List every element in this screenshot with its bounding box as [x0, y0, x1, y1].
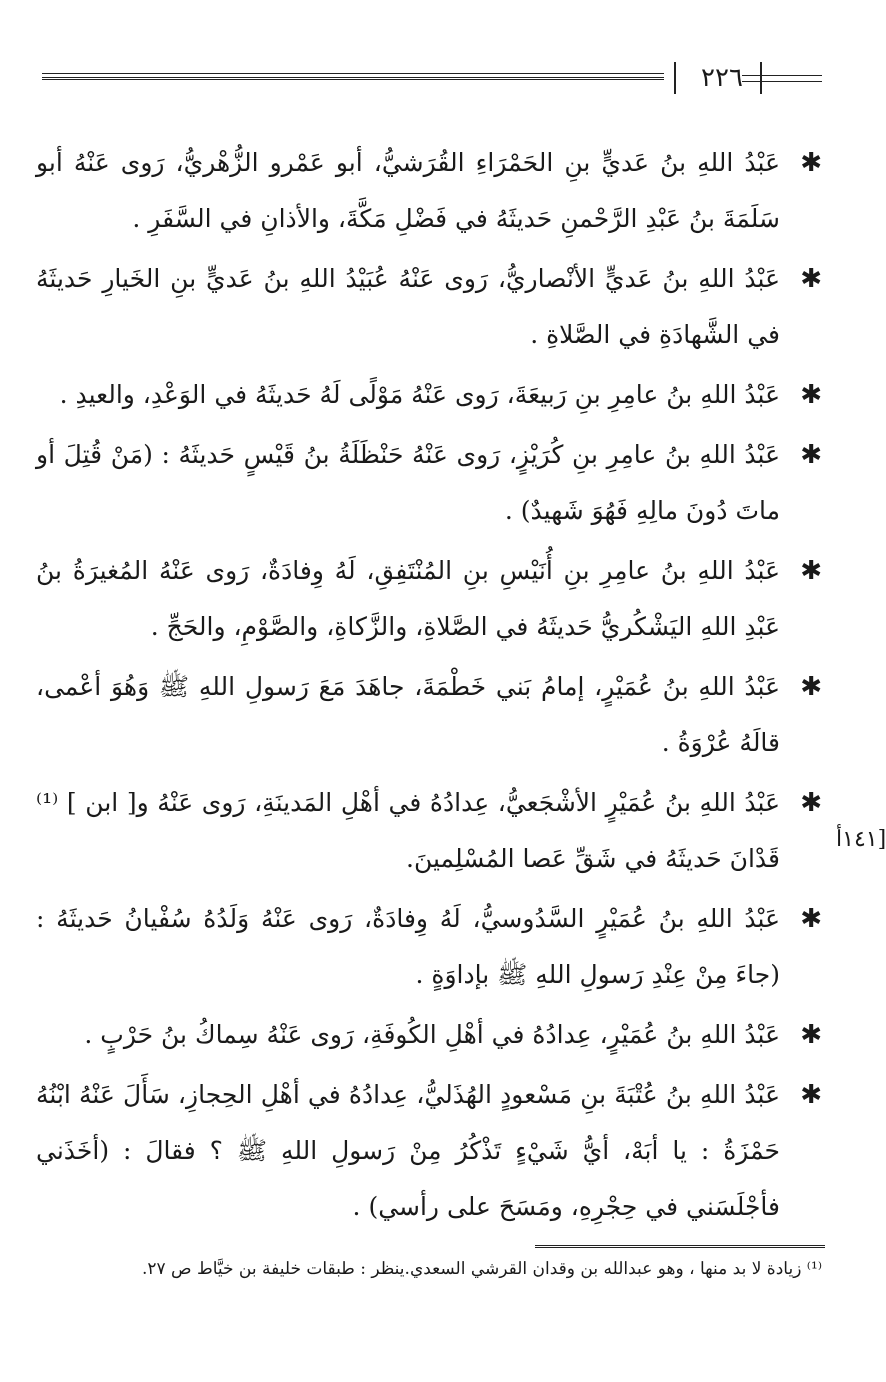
star-bullet: ✱	[800, 1080, 822, 1110]
entry-7	[36, 775, 822, 887]
header-rule-right	[742, 75, 822, 82]
page-number: ٢٢٦	[701, 63, 743, 93]
entry-text: عَبْدُ اللهِ بنُ عُمَيْرٍ، عِدادُهُ في أهْلِ الكُوفَةِ، رَوى عَنْهُ سِماكُ بنُ حَرْبٍ .	[84, 1020, 780, 1049]
star-bullet: ✱	[800, 380, 822, 410]
page-header	[42, 58, 822, 98]
star-bullet: ✱	[800, 1020, 822, 1050]
entry-text: عَبْدُ اللهِ بنُ عُمَيْرٍ، إمامُ بَني خَطْمَةَ، جاهَدَ مَعَ رَسولِ اللهِ ﷺ وَهُوَ أعْمى، قالَهُ عُرْوَةُ .	[36, 672, 780, 757]
entry-1	[36, 135, 822, 247]
entry-text: عَبْدُ اللهِ بنُ عامِرِ بنِ أُنَيْسِ بنِ المُنْتَفِقِ، لَهُ وِفادَةٌ، رَوى عَنْهُ المُغيرَةُ بنُ عَبْدِ اللهِ اليَشْكُريُّ حَديثَهُ في الصَّلاةِ، والزَّكاةِ، والصَّوْمِ، والحَجِّ .	[36, 556, 780, 641]
entry-9	[36, 1007, 822, 1063]
entry-6	[36, 659, 822, 771]
entry-10	[36, 1067, 822, 1235]
star-bullet: ✱	[800, 440, 822, 470]
entry-text: عَبْدُ اللهِ بنُ عُتْبَةَ بنِ مَسْعودٍ الهُذَليُّ، عِدادُهُ في أهْلِ الحِجازِ، سَأَلَ عَنْهُ ابْنُهُ حَمْزَةُ : يا أبَهْ، أيُّ شَيْءٍ تَذْكُرُ مِنْ رَسولِ اللهِ ﷺ ؟ فقالَ : (أخَذَني فأجْلَسَني في حِجْرِهِ، ومَسَحَ على رأسي) .	[36, 1080, 780, 1221]
entry-text: عَبْدُ اللهِ بنُ عَديٍّ الأنْصاريُّ، رَوى عَنْهُ عُبَيْدُ اللهِ بنُ عَديٍّ بنِ الخَيارِ حَديثَهُ في الشَّهادَةِ في الصَّلاةِ .	[36, 264, 780, 349]
star-bullet: ✱	[800, 672, 822, 702]
header-rule-double	[42, 77, 664, 80]
entry-5	[36, 543, 822, 655]
star-bullet: ✱	[800, 904, 822, 934]
entry-text: عَبْدُ اللهِ بنُ عُمَيْرٍ السَّدُوسيُّ، لَهُ وِفادَةٌ، رَوى عَنْهُ وَلَدُهُ سُفْيانُ حَديثَهُ : (جاءَ مِنْ عِنْدِ رَسولِ اللهِ ﷺ بإداوَةٍ .	[36, 904, 780, 989]
entry-4	[36, 427, 822, 539]
star-bullet: ✱	[800, 148, 822, 178]
entry-text: عَبْدُ اللهِ بنُ عَديٍّ بنِ الحَمْرَاءِ القُرَشيُّ، أبو عَمْرو الزُّهْريُّ، رَوى عَنْهُ أبو سَلَمَةَ بنُ عَبْدِ الرَّحْمنِ حَديثَهُ في فَضْلِ مَكَّةَ، والأذانِ في السَّفَرِ .	[36, 148, 780, 233]
entry-text: عَبْدُ اللهِ بنُ عامِرِ بنِ كُرَيْزٍ، رَوى عَنْهُ حَنْظَلَةُ بنُ قَيْسٍ حَديثَهُ : (مَنْ قُتِلَ أو ماتَ دُونَ مالِهِ فَهُوَ شَهيدٌ) .	[36, 440, 780, 525]
footnote-separator	[535, 1245, 825, 1248]
entry-text: عَبْدُ اللهِ بنُ عُمَيْرٍ الأشْجَعيُّ، عِدادُهُ في أهْلِ المَدينَةِ، رَوى عَنْهُ و[ ابن ] ⁽¹⁾ قَدْانَ حَديثَهُ في شَقِّ عَصا المُسْلِمينَ.	[36, 788, 780, 873]
entry-2	[36, 251, 822, 363]
entry-3	[36, 367, 822, 423]
manuscript-folio-marker: [١٤١أ	[836, 827, 886, 852]
entry-text: عَبْدُ اللهِ بنُ عامِرِ بنِ رَبيعَةَ، رَوى عَنْهُ مَوْلًى لَهُ حَديثَهُ في الوَعْدِ، والعيدِ .	[59, 380, 780, 409]
entry-8	[36, 891, 822, 1003]
header-rule-top	[42, 73, 664, 74]
header-divider-left	[674, 62, 676, 94]
star-bullet: ✱	[800, 264, 822, 294]
biography-entries	[36, 135, 822, 1239]
footnote: ⁽¹⁾ زيادة لا بد منها ، وهو عبدالله بن وقدان القرشي السعدي.ينظر : طبقات خليفة بن خيَّاط ص ٢٧.	[141, 1259, 822, 1279]
star-bullet: ✱	[800, 556, 822, 586]
star-bullet: ✱	[800, 788, 822, 818]
